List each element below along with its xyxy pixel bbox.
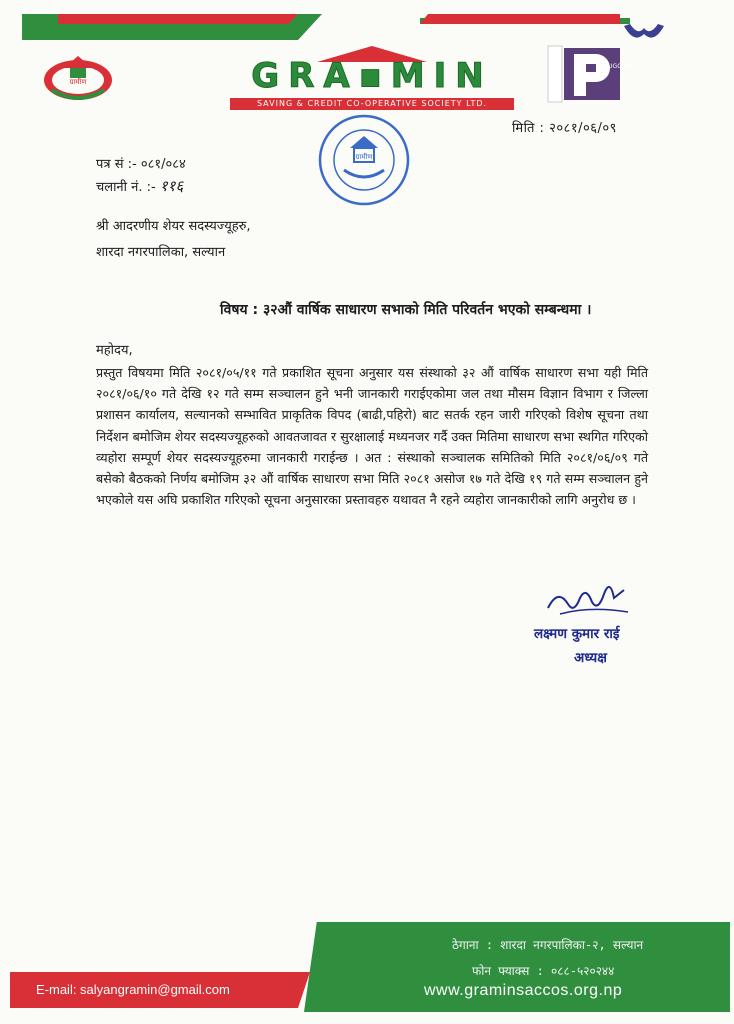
left-logo-text: ग्रामीण <box>69 78 87 86</box>
salutation: महोदय, <box>96 343 133 358</box>
hands-logo-icon <box>620 16 668 46</box>
footer-website-link[interactable]: www.graminsaccos.org.np <box>424 982 623 999</box>
dispatch-value: ११६ <box>159 177 184 195</box>
dispatch-label: चलानी नं. :- <box>96 180 156 195</box>
p-logo-text: RUGGITO <box>604 63 633 70</box>
footer-phone: फोन फ्याक्स : ०८८-५२०२४४ <box>472 964 615 978</box>
letter-subject: विषय : ३२औं वार्षिक साधारण सभाको मिति परिवर्तन भएको सम्बन्धमा । <box>220 302 592 318</box>
signatory-title: अध्यक्ष <box>574 650 607 666</box>
brand-subtitle-bar <box>230 98 514 110</box>
header-red-band-left <box>58 14 298 24</box>
letter-date: मिति : २०८१/०६/०९ <box>512 121 617 136</box>
gramin-house-logo-icon <box>40 50 116 102</box>
letter-body: प्रस्तुत विषयमा मिति २०८१/०५/११ गते प्रकाशित सूचना अनुसार यस संस्थाको ३२ औं वार्षिक साधारण सभा यही मिति २०८१/०६/१० गते देखि १२ गते सम्म सञ्चालन हुने भनी जानकारी गराईएकोमा जल तथा मौसम विज्ञान विभाग र जिल्ला प्रशासन कार्यालय, सल्यानको सम्भावित प्राकृतिक विपद (बाढी,पहिरो) बाट सतर्क रहन जारी गरिएको विशेष सूचना तथा निर्देशन बमोजिम शेयर सदस्यज्यूहरुको आवतजावत र सुरक्षालाई मध्यनजर गर्दै उक्त मितिमा साधारण सभा स्थगित गरिएको व्यहोरा सम्पूर्ण शेयर सदस्यज्यूहरुमा जानकारी गराईन्छ । अत : संस्थाको सञ्चालक समितिको मिति २०८१/०६/०९ गते बसेको बैठकको निर्णय बमोजिम ३२ औं वार्षिक साधारण सभा मिति २०८१ असोज १७ गते देखि १९ गते सम्म सञ्चालन हुने भएकोले यस अघि प्रकाशित गरिएको सूचना अनुसारका प्रस्तावहरु यथावत नै रहने व्यहोरा जानकारीको लागि अनुरोध छ । <box>96 365 648 508</box>
dispatch-number <box>96 176 183 196</box>
header-red-band-right <box>420 14 620 24</box>
letter-number: पत्र सं :- ०८१/०८४ <box>96 157 186 172</box>
recipient-line-1: श्री आदरणीय शेयर सदस्यज्यूहरु, <box>96 219 251 234</box>
organization-seal-icon <box>316 112 412 208</box>
footer-email-link[interactable]: E-mail: salyangramin@gmail.com <box>36 982 230 997</box>
signature-icon <box>540 568 640 628</box>
brand-title: GRA▪MIN <box>251 56 493 96</box>
brand-subtitle: SAVING & CREDIT CO-OPERATIVE SOCIETY LTD. <box>256 99 488 108</box>
signatory-name: लक्ष्मण कुमार राई <box>534 626 620 642</box>
p-badge-logo-icon <box>548 46 633 102</box>
footer-address: ठेगाना : शारदा नगरपालिका-२, सल्यान <box>452 938 644 952</box>
seal-text: ग्रामीण <box>355 153 373 161</box>
letterhead-brand <box>222 46 522 112</box>
recipient-line-2: शारदा नगरपालिका, सल्यान <box>96 245 226 260</box>
